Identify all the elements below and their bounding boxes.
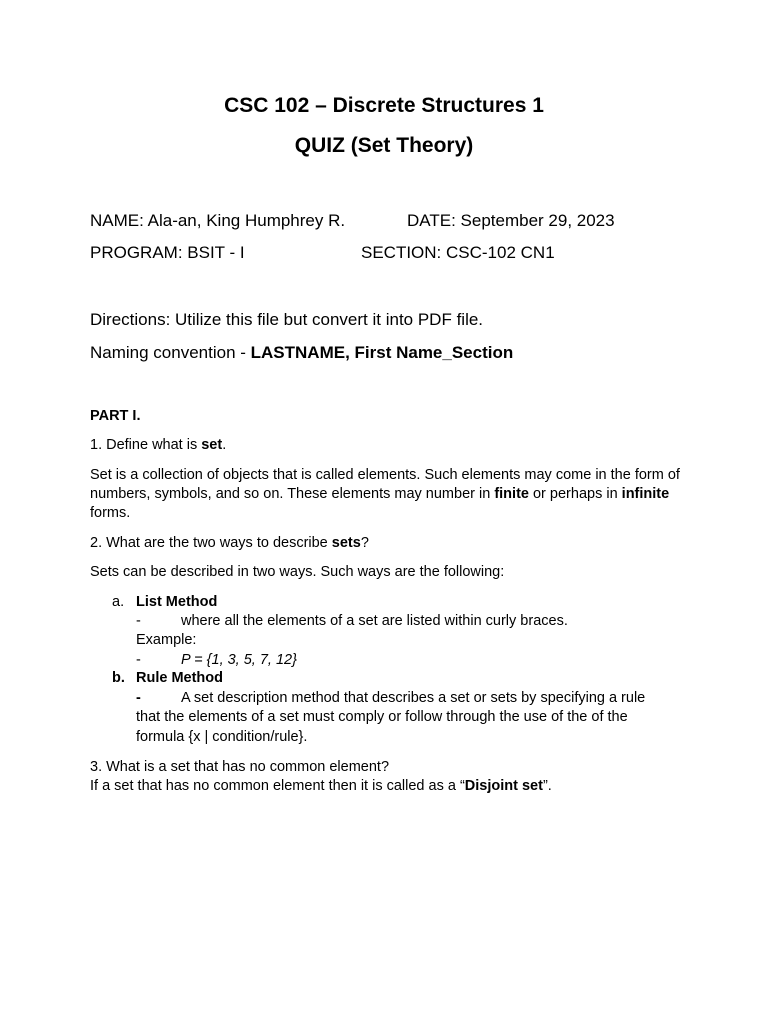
student-name: NAME: Ala-an, King Humphrey R. [90, 211, 346, 230]
answer-1-text-b: or perhaps in [528, 486, 622, 502]
answer-3 [90, 778, 552, 794]
answer-3-keyword: Disjoint set [464, 778, 543, 794]
naming-convention-format: LASTNAME, First Name_Section [250, 343, 514, 362]
answer-1 [90, 466, 680, 523]
naming-convention-label: Naming convention - [90, 343, 251, 362]
question-2-text: 2. What are the two ways to describe [90, 535, 332, 551]
list-a-title: List Method [136, 594, 218, 610]
answer-3-text: If a set that has no common element then it is called as a “ [90, 778, 465, 794]
question-2-punct: ? [360, 535, 369, 551]
directions-text: Directions: Utilize this file but convert it into PDF file. [90, 310, 484, 329]
list-a-dash: - [136, 613, 141, 629]
naming-convention [90, 343, 513, 363]
list-a-marker: a. [112, 594, 125, 610]
part-heading: PART I. [90, 408, 141, 424]
list-a-example-label: Example: [136, 632, 197, 648]
question-1-punct: . [222, 437, 227, 453]
list-b-description-line1: A set description method that describes a set or sets by specifying a rule [181, 690, 646, 706]
quiz-date: DATE: September 29, 2023 [407, 211, 615, 230]
question-1-keyword: set [201, 437, 223, 453]
question-1 [90, 437, 226, 453]
student-program: PROGRAM: BSIT - I [90, 243, 245, 262]
question-2 [90, 535, 369, 551]
question-1-text: 1. Define what is [90, 437, 202, 453]
list-b-dash: - [136, 690, 141, 706]
answer-2-intro: Sets can be described in two ways. Such ways are the following: [90, 564, 505, 580]
list-b-description-line2: that the elements of a set must comply or follow through the use of the of the [136, 709, 628, 725]
answer-3-punct: ”. [542, 778, 552, 794]
student-section: SECTION: CSC-102 CN1 [361, 243, 555, 262]
list-b-marker: b. [112, 670, 125, 686]
list-a-example-dash: - [136, 652, 141, 668]
question-2-keyword: sets [331, 535, 361, 551]
answer-1-text-a: Set is a collection of objects that is called elements. Such elements may come in the form of numbers, symbols, and so on. These elements may number in [90, 467, 680, 502]
document-subtitle: QUIZ (Set Theory) [294, 134, 474, 157]
list-b-description-line3: formula {x | condition/rule}. [136, 729, 308, 745]
document-title: CSC 102 – Discrete Structures 1 [224, 94, 544, 117]
list-a-description: where all the elements of a set are listed within curly braces. [181, 613, 568, 629]
list-a-example: P = {1, 3, 5, 7, 12} [181, 652, 297, 668]
answer-1-keyword-infinite: infinite [621, 486, 670, 502]
list-b-title: Rule Method [136, 670, 223, 686]
question-3: 3. What is a set that has no common element? [90, 759, 390, 775]
answer-1-text-c: forms. [90, 505, 131, 521]
answer-1-keyword-finite: finite [494, 486, 529, 502]
